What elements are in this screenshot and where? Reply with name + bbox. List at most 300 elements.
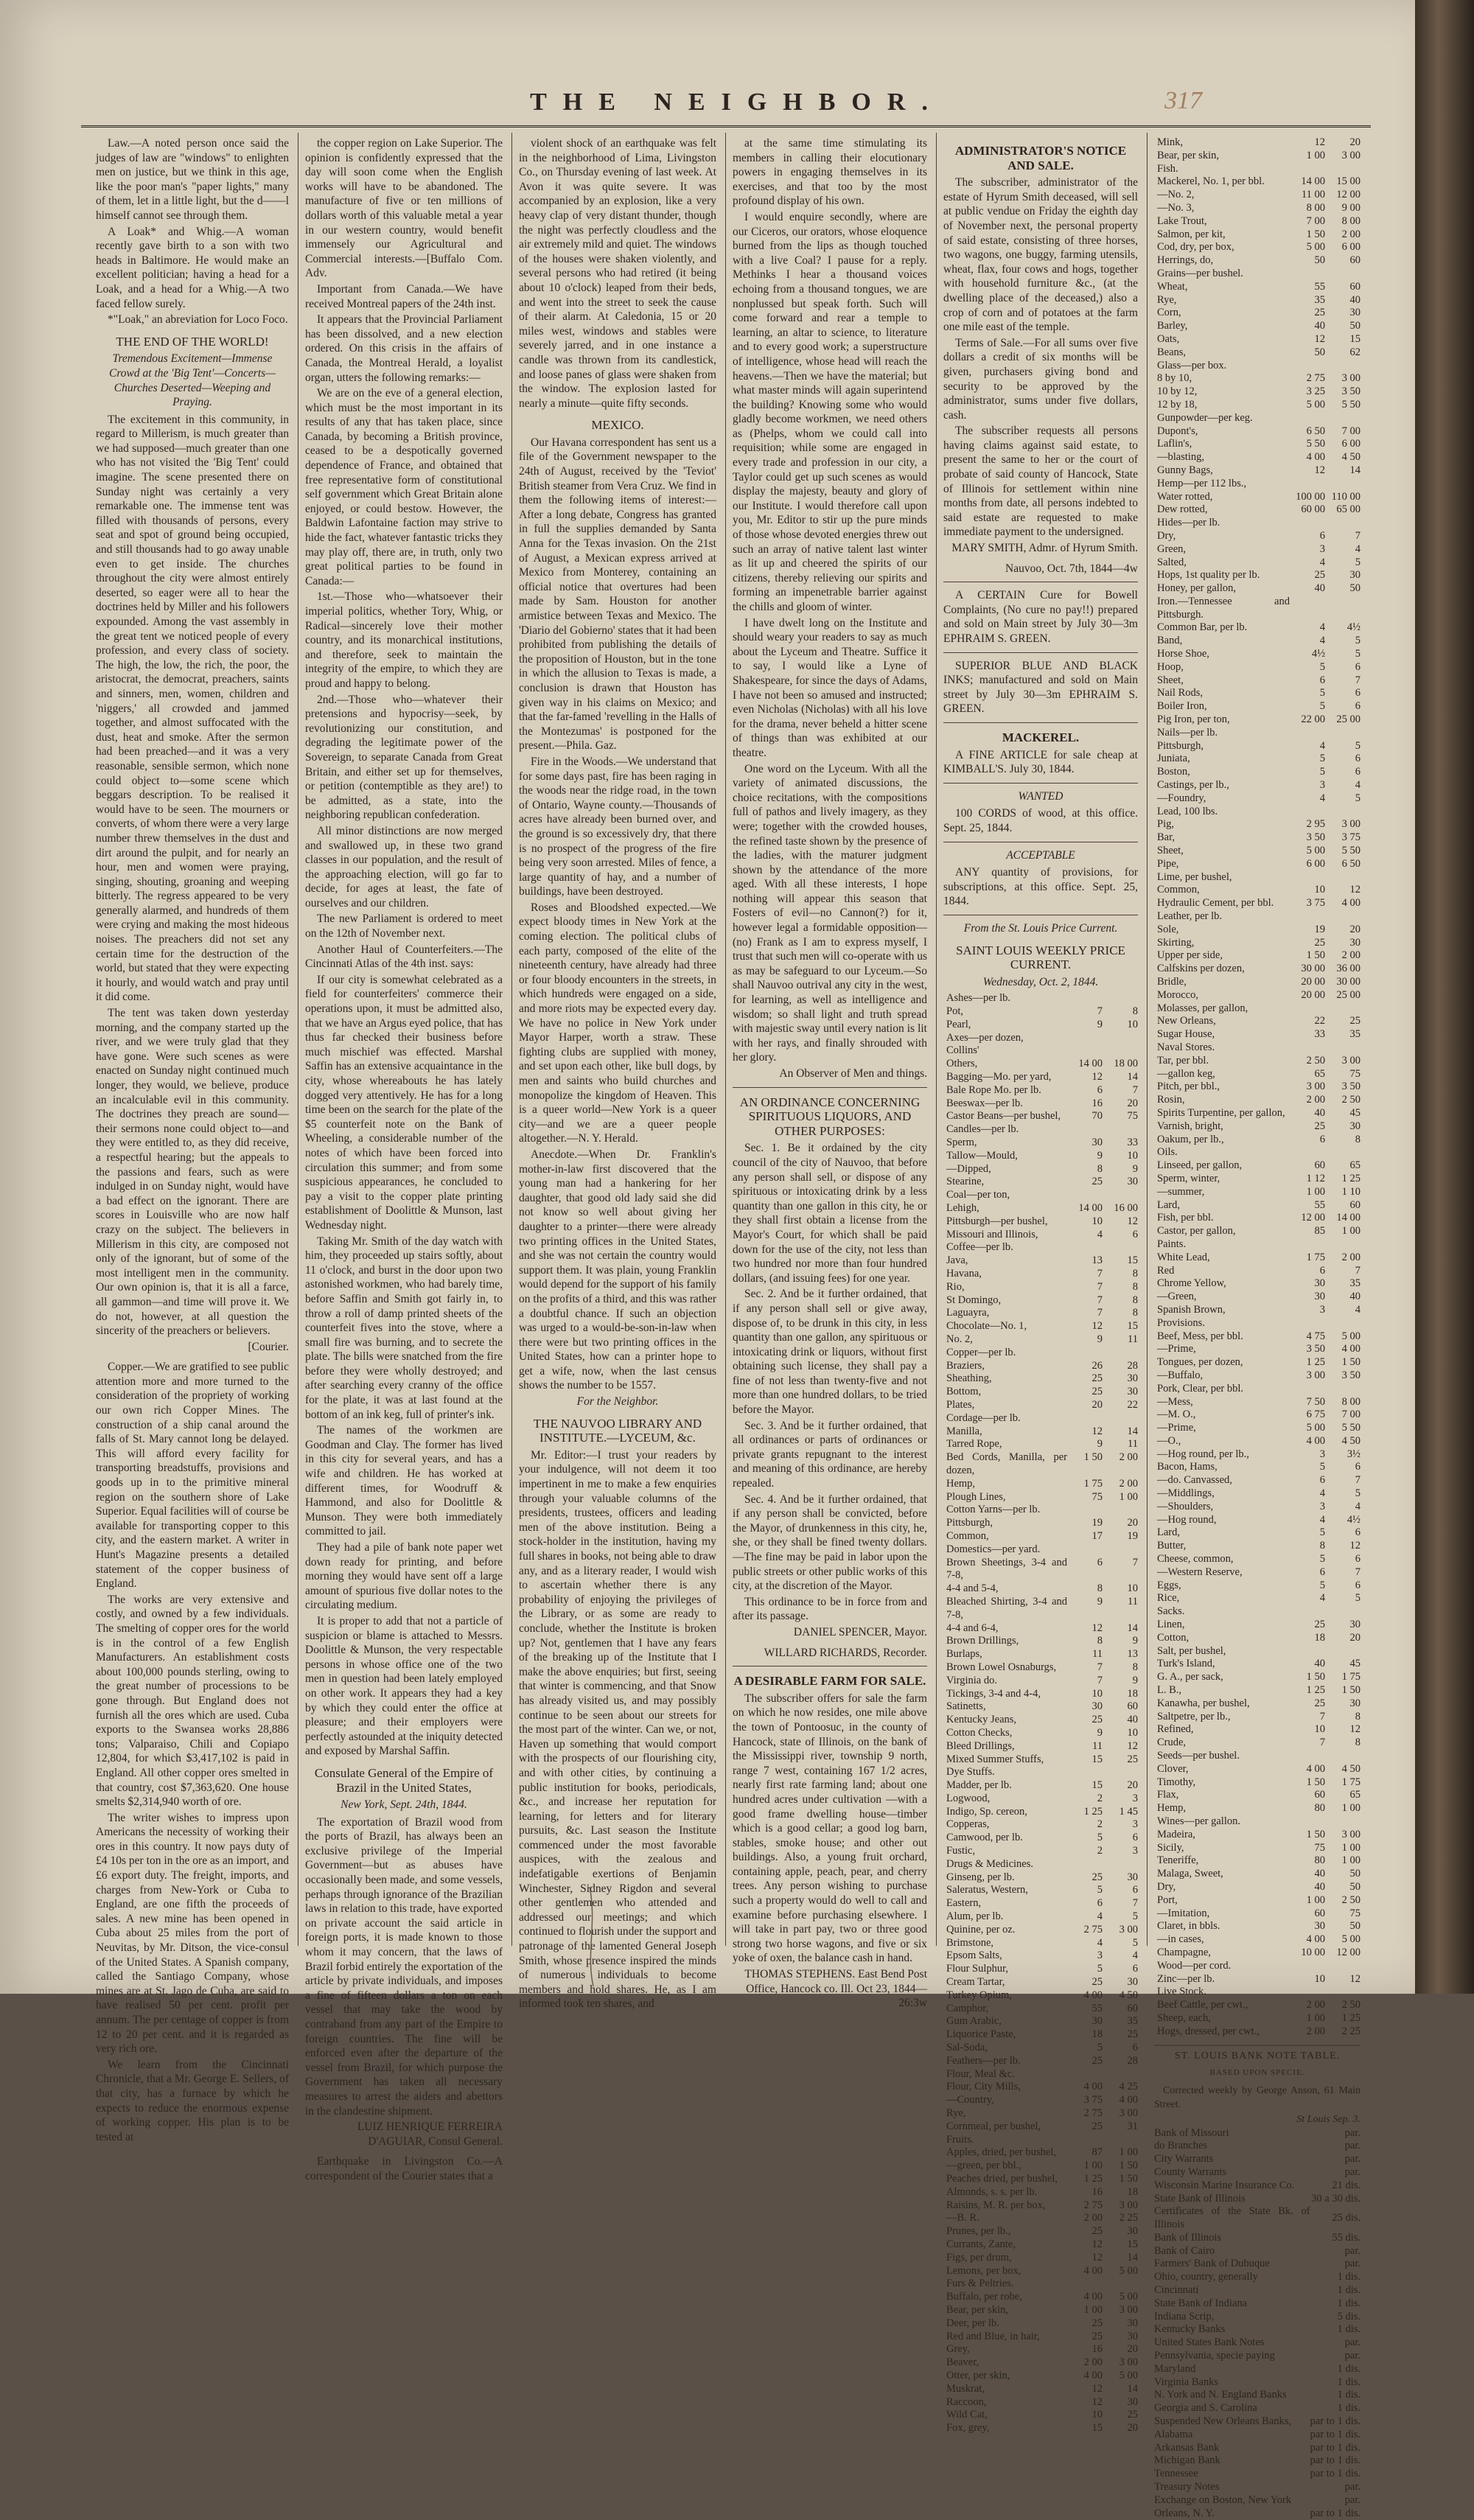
- price-row: [943, 1793, 1138, 1806]
- price-to: 8: [1132, 1294, 1138, 1306]
- price-to: 8: [1132, 1661, 1138, 1673]
- price-row: [1154, 1580, 1361, 1593]
- price-row: [1154, 346, 1361, 360]
- commodity-name: —Hog round, per lb.,: [1157, 1448, 1249, 1460]
- commodity-name: Cotton Yarns—per lb.: [946, 1504, 1041, 1516]
- price-from: 100 00: [1296, 490, 1325, 503]
- commodity-name: Lemons, per box,: [946, 2264, 1021, 2277]
- price-from: 2 00: [1306, 1094, 1325, 1106]
- price-to: 12: [1127, 1215, 1138, 1227]
- commodity-name: Missouri and Illinois,: [946, 1228, 1038, 1240]
- bank-rate: 1 dis.: [1337, 2284, 1361, 2297]
- price-row: [943, 2265, 1138, 2278]
- price-row: [1154, 1094, 1361, 1107]
- price-from: 30 00: [1301, 963, 1325, 975]
- price-from: 85: [1314, 1225, 1325, 1238]
- bank-rate: 21 dis.: [1332, 2179, 1361, 2191]
- price-row: [1154, 1015, 1361, 1028]
- price-to: 110 00: [1331, 490, 1361, 503]
- commodity-name: Sheathing,: [946, 1372, 992, 1385]
- price-from: 4 00: [1306, 1434, 1325, 1447]
- commodity-name: —Prime,: [1157, 1343, 1196, 1355]
- price-row: [1154, 1002, 1361, 1016]
- price-row: [1154, 1487, 1361, 1501]
- price-from: 3 00: [1306, 1369, 1325, 1381]
- price-from: 1 25: [1306, 1684, 1325, 1697]
- price-from: 1 00: [1306, 1894, 1325, 1906]
- price-to: [1325, 517, 1361, 530]
- price-row: [943, 1215, 1138, 1229]
- price-row: [1154, 464, 1361, 478]
- commodity-name: Tar, per bbl.: [1157, 1054, 1209, 1067]
- price-from: 12: [1091, 1320, 1103, 1333]
- bank-row: [1154, 2311, 1361, 2324]
- article-subheading: Tremendous Excitement—Immense Crowd at the 'Big Tent'—Concerts—Churches Deserted—Weeping and Praying.: [109, 352, 276, 409]
- commodity-name: Dew rotted,: [1157, 503, 1208, 516]
- price-from: 1 50: [1083, 1451, 1103, 1464]
- price-row: [943, 2370, 1138, 2383]
- price-to: 30: [1349, 1619, 1361, 1631]
- price-to: [1325, 412, 1361, 425]
- article-paragraph: Roses and Bloodshed expected.—We expect bloody times in New York at the coming election. The political clubs of each party, composed of the elite of the nineteenth century, have already had three or four bloody encounters in the streets, in which hundreds were engaged on a side, and more riots may be expected every day. We have no police in New York under Mayor Harper, worth a straw. These fighting clubs are supplied with money, and set upon each other, like bull dogs, by men and saints who build churches and monopolize the kingdom of Heaven. This is a queer world—New York is a queer city—and we are a queer people altogether.—N. Y. Herald.: [519, 901, 716, 1145]
- bank-rate: 30 a 30 dis.: [1311, 2192, 1361, 2205]
- commodity-name: Sacks.: [1157, 1605, 1185, 1618]
- commodity-name: Horse Shoe,: [1157, 648, 1209, 660]
- price-to: 25 00: [1336, 988, 1361, 1001]
- price-to: 18: [1127, 2185, 1138, 2198]
- price-from: 40: [1314, 1868, 1325, 1880]
- price-row: [1154, 779, 1361, 792]
- commodity-name: Hemp,: [1157, 1802, 1187, 1815]
- price-to: 6: [1355, 753, 1361, 765]
- commodity-name: Quinine, per oz.: [946, 1923, 1016, 1936]
- price-to: 60: [1349, 254, 1361, 267]
- commodity-name: —Western Reserve,: [1157, 1566, 1243, 1578]
- commodity-name: Nails—per lb.: [1157, 726, 1218, 739]
- commodity-name: 12 by 18,: [1157, 398, 1198, 411]
- commodity-name: L. B.,: [1157, 1684, 1182, 1697]
- price-row: [943, 1137, 1138, 1150]
- commodity-name: Bleached Shirting, 3-4 and 7-8,: [946, 1595, 1067, 1621]
- price-to: 15 00: [1336, 175, 1361, 188]
- article-paragraph: the copper region on Lake Superior. The opinion is confidently expressed that the day will soon come when the English works will have to be abandoned. The manufacture of five or ten millions of dollars worth of this valuable metal a year in our western country, would benefit immensely our Agricultural and Commercial interests.—[Buffalo Com. Adv.: [305, 137, 503, 280]
- bank-table-corrected: Corrected weekly by George Anson, 61 Main Street.: [1154, 2084, 1361, 2111]
- price-row: [1154, 215, 1361, 228]
- article-paragraph: We are on the eve of a general election, which must be the most important in its results of any that has taken place, since Canada, by becoming a British province, ceased to be a despotically governed dependence of France, and obtained that free representative form of constitutional self government which Great Britain alone enjoyed, or could bestow. However, the Baldwin Lafontaine faction may strive to hide the fact, whatever fantastic tricks they may play off, there are, in truth, only two great political parties to be found in Canada:—: [305, 387, 503, 587]
- price-to: 3 00: [1119, 1923, 1138, 1936]
- price-from: 3: [1097, 1950, 1103, 1962]
- commodity-name: Seeds—per bushel.: [1157, 1750, 1240, 1762]
- price-to: 25: [1349, 1015, 1361, 1027]
- price-from: [1290, 1960, 1325, 1973]
- commodity-name: Copper—per lb.: [946, 1346, 1016, 1358]
- price-from: 2: [1097, 1845, 1103, 1857]
- price-to: [1103, 2134, 1138, 2147]
- price-to: 1 50: [1341, 1356, 1361, 1369]
- price-from: 25: [1091, 1976, 1103, 1989]
- price-to: 9: [1132, 1674, 1138, 1686]
- price-to: 1 10: [1341, 1185, 1361, 1198]
- price-to: [1325, 1317, 1361, 1330]
- article-paragraph: 2nd.—Those who—whatever their pretensions and hypocrisy—seek, by revolutionizing our constitution, and degrading the legitimate power of the Sovereign, to separate Canada from Great Britain, and either set up for themselves, or petition (contemptible as they are!) to be admitted, as a state, into the neighboring republican confederation.: [305, 693, 503, 822]
- price-row: [1154, 924, 1361, 937]
- bank-row: [1154, 2284, 1361, 2297]
- commodity-name: Saltpetre, per lb.,: [1157, 1710, 1231, 1723]
- price-to: 1 75: [1341, 1671, 1361, 1683]
- price-to: 2 00: [1119, 1477, 1138, 1490]
- price-row: [1154, 189, 1361, 202]
- article-paragraph: The new Parliament is ordered to meet on the 12th of November next.: [305, 912, 503, 940]
- price-to: 10: [1127, 1726, 1138, 1739]
- price-from: 4 00: [1083, 2081, 1103, 2093]
- price-from: 4: [1097, 1910, 1103, 1923]
- article-paragraph: Anecdote.—When Dr. Franklin's mother-in-law first discovered that the young man had a hankering for her daughter, that good old lady said she did not know so well about giving her daughter to a printer—there were already two printing offices in the United States, and she was not certain the country would support them. It was plain, young Franklin would depend for the support of his family on the profits of a third, and this was rather a doubtful chance. If such an objection was urged to a would-be-son-in-law when there were but two printing offices in the United States, how can a printer hope to get a wife, now, when the last census shows the number to be 1557.: [519, 1148, 716, 1392]
- price-from: 2 75: [1083, 1923, 1103, 1936]
- bank-name: Maryland: [1154, 2362, 1196, 2375]
- commodity-name: Mackerel, No. 1, per bbl.: [1157, 175, 1265, 188]
- commodity-name: —O.,: [1157, 1434, 1181, 1447]
- price-row: [1154, 989, 1361, 1002]
- price-row: [943, 1779, 1138, 1793]
- article-paragraph: Sec. 4. And be it further ordained, that if any person shall be convicted, before the Mayor, of drunkenness in this city, he, she, or they shall be fined twenty dollars.—The fine may be paid in labor upon the public streets or other public works of this city, at the discretion of the Mayor.: [733, 1493, 927, 1593]
- price-to: 15: [1127, 2238, 1138, 2250]
- price-row: [1154, 569, 1361, 582]
- price-to: 75: [1349, 1067, 1361, 1080]
- commodity-name: Herrings, do,: [1157, 254, 1214, 267]
- commodity-name: Muskrat,: [946, 2382, 985, 2395]
- commodity-name: Flour, City Mills,: [946, 2081, 1021, 2093]
- price-from: 35: [1314, 293, 1325, 306]
- price-from: [1067, 1347, 1103, 1360]
- price-from: 25: [1091, 1714, 1103, 1726]
- price-row: [943, 1478, 1138, 1491]
- price-from: 6: [1097, 1556, 1103, 1568]
- bank-row: [1154, 2166, 1361, 2179]
- price-from: [1067, 1241, 1103, 1254]
- commodity-name: Cotton,: [1157, 1631, 1190, 1644]
- bank-name: Cincinnati: [1154, 2284, 1199, 2297]
- price-from: 25: [1091, 1176, 1103, 1188]
- price-row: [943, 1491, 1138, 1504]
- price-row: [1154, 241, 1361, 254]
- commodity-name: Lead, 100 lbs.: [1157, 805, 1218, 817]
- price-to: 75: [1349, 1907, 1361, 1919]
- commodity-name: Sugar House,: [1157, 1028, 1215, 1041]
- commodity-name: Sheet,: [1157, 845, 1184, 857]
- price-from: 4 00: [1083, 1989, 1103, 2001]
- commodity-name: —Foundry,: [1157, 792, 1206, 804]
- price-row: [1154, 1514, 1361, 1527]
- bank-row: [1154, 2376, 1361, 2390]
- price-row: [943, 2383, 1138, 2396]
- price-to: 3: [1132, 1818, 1138, 1831]
- commodity-name: Pig,: [1157, 818, 1174, 831]
- price-from: 1 75: [1306, 1251, 1325, 1263]
- column-rule: [511, 133, 512, 1946]
- price-from: [1290, 163, 1325, 176]
- price-to: 19: [1127, 1529, 1138, 1542]
- commodity-name: Pitch, per bbl.,: [1157, 1081, 1220, 1093]
- price-from: 6: [1319, 674, 1325, 686]
- commodity-name: Provisions.: [1157, 1316, 1205, 1329]
- price-from: 14 00: [1078, 1202, 1103, 1215]
- price-row: [943, 1727, 1138, 1740]
- price-from: 87: [1091, 2146, 1103, 2159]
- price-to: 4½: [1346, 621, 1361, 634]
- commodity-name: Nail Rods,: [1157, 687, 1204, 699]
- bank-name: Certificates of the State Bk. of Illinois: [1154, 2205, 1310, 2231]
- price-row: [943, 1517, 1138, 1530]
- price-row: [1154, 517, 1361, 530]
- bank-rate: 1 dis.: [1337, 2362, 1361, 2375]
- bank-rate: 1 dis.: [1337, 2297, 1361, 2309]
- price-row: [943, 1989, 1138, 2003]
- price-from: [1290, 360, 1325, 373]
- price-from: 1 75: [1083, 1477, 1103, 1490]
- price-from: [1067, 2278, 1103, 2291]
- commodity-name: Teneriffe,: [1157, 1854, 1199, 1867]
- commodity-name: Mixed Summer Stuffs,: [946, 1753, 1044, 1765]
- price-to: 4: [1355, 542, 1361, 555]
- commodity-name: Rye,: [946, 2107, 966, 2120]
- commodity-name: Corn,: [1157, 307, 1181, 319]
- price-row: [1154, 1422, 1361, 1435]
- price-row: [1154, 831, 1361, 845]
- article-paragraph: I have dwelt long on the Institute and should weary your readers to say as much about the Lyceum and Theatre. Suffice it to say, I would like a Lyne of Shakespeare, for since the days of Adams, I have not been so amused and instructed; even Nicholas (Nicholas) with all his love for the drama, never beheld a hitter scene of things than was exhibited at our theatre.: [733, 616, 927, 759]
- price-to: 75: [1127, 1110, 1138, 1123]
- commodity-name: Rio,: [946, 1280, 965, 1293]
- commodity-name: Calfskins per dozen,: [1157, 963, 1245, 975]
- commodity-name: Green,: [1157, 542, 1187, 555]
- price-from: [1290, 268, 1325, 281]
- commodity-name: Barley,: [1157, 320, 1188, 332]
- price-row: [1154, 871, 1361, 884]
- price-row: [1154, 1409, 1361, 1422]
- commodity-name: 10 by 12,: [1157, 385, 1198, 398]
- price-to: 1 00: [1341, 1225, 1361, 1238]
- commodity-name: 8 by 10,: [1157, 372, 1192, 385]
- price-from: 25: [1314, 936, 1325, 949]
- article-subheading: Wednesday, Oct. 2, 1844.: [982, 975, 1099, 988]
- price-row: [943, 1320, 1138, 1333]
- column-5: [943, 136, 1138, 2435]
- price-to: 14: [1127, 2382, 1138, 2395]
- price-from: 1 50: [1306, 1776, 1325, 1788]
- price-row: [1154, 372, 1361, 385]
- price-from: 9: [1097, 1726, 1103, 1739]
- price-row: [943, 1871, 1138, 1885]
- price-from: 5: [1319, 1461, 1325, 1473]
- price-to: 4: [1355, 779, 1361, 792]
- price-from: 2 75: [1306, 372, 1325, 385]
- bank-row: [1154, 2193, 1361, 2206]
- price-from: 11 00: [1301, 189, 1325, 201]
- article-paragraph: I would enquire secondly, where are our Ciceros, our orators, whose eloquence burned from the lips as though touched with a live Coal? I pause for a reply. Methinks I hear a thousand voices echoing from a thousand tongues, we are nonplussed but speak forth. Such will come forward and rear a temple to learning, an altar to science, to literature and to every good work; a superstructure of intelligence, whose head will reach the heavens.—Then we have the material; but what master minds will again superintend the building? Knowing some who would gladly become workmen, we need others as (Phelps, whom we could call into requisition; while some are engaged in every trade and profession in our city, a Taylor could get up such scenes as would display the majesty, beauty and glory of our Institute. I would therefore call upon you, Mr. Editor to stir up the pure minds of those whose devoted energies threw out such an array of native talent last winter as lit up and cheered the spirits of our citizens, thereby relieving our spirits and forming an impenetrable barrier against the chills and gloom of winter.: [733, 210, 928, 613]
- price-from: 30: [1091, 2015, 1103, 2028]
- bank-rate: par.: [1344, 2153, 1361, 2165]
- commodity-name: Otter, per skin,: [946, 2369, 1010, 2381]
- price-to: 1 00: [1119, 2146, 1138, 2159]
- price-to: [1325, 163, 1361, 176]
- price-from: 14 00: [1301, 175, 1325, 188]
- price-to: [1103, 1044, 1138, 1058]
- commodity-name: Brown Drillings,: [946, 1635, 1019, 1647]
- bank-row: [1154, 2468, 1361, 2481]
- price-to: 2 00: [1119, 1451, 1138, 1464]
- price-to: 30: [1127, 1372, 1138, 1385]
- price-from: 55: [1314, 280, 1325, 293]
- commodity-name: —green, per bbl.,: [946, 2160, 1021, 2172]
- price-to: 4 50: [1341, 451, 1361, 464]
- commodity-name: Juniata,: [1157, 753, 1190, 765]
- price-row: [943, 1910, 1138, 1924]
- price-to: 28: [1127, 2054, 1138, 2067]
- price-row: [1154, 1146, 1361, 1159]
- commodity-name: Prunes, per lb.,: [946, 2225, 1011, 2238]
- price-to: 7 00: [1341, 425, 1361, 437]
- commodity-name: Fruits.: [946, 2133, 974, 2146]
- commodity-name: Virginia do.: [946, 1674, 997, 1686]
- price-from: 6: [1319, 1566, 1325, 1578]
- price-row: [1154, 937, 1361, 950]
- price-from: 4: [1319, 1487, 1325, 1500]
- price-from: 3 00: [1306, 1081, 1325, 1093]
- price-from: 5: [1097, 1832, 1103, 1844]
- article-paragraph: Our Havana correspondent has sent us a file of the Government newspaper to the 24th of August, received by the 'Teviot' British steamer from Vera Cruz. We find in them the following items of interest:—After a long debate, Congress has granted in full the supplies demanded by Santa Anna for the Texas invasion. On the 21st of August, a Mexican express arrived at Mexico from Monterey, containing an official notice that overtures had been made by Sam. Houston for another armistice between Texas and Mexico. The 'Diario del Gobierno' states that it had been prohibited from publishing the details of the proposition of Houston, but in the tone in which the allusion to Texas is made, a conclusion is drawn that Houston has given way in his claims on Mexico; and that the far-famed 'revelling in the Halls of the Montezumas' is postponed for the present.—Phila. Gaz.: [519, 436, 716, 753]
- commodity-name: Beef Cattle, per cwt.,: [1157, 1999, 1248, 2011]
- article-paragraph: One word on the Lyceum. With all the variety of animated discussions, the choice recitations, with the compositions full of pathos and lively imagery, as they were; together with the crowded houses, the refined taste shown by the presence of the ladies, with the maturer judgment shown by the attendance of the more aged. With all these interests, I hope nothing will appear this season that Fosters of evil—no Cannon(?) for it, however legal a formidable opposition—(no) Frank as I am to express myself, I trust that such men will co-operate with us as may be safeguard to our Lyceum.—So shall Nauvoo outrival any city in the west, for learning, as well as intelligence and wisdom; so shall light and truth spread with majestic sway until every nation is lit with her rays, and finally shrouded with her glory.: [733, 762, 927, 1064]
- price-to: 5: [1355, 556, 1361, 568]
- commodity-name: Satinetts,: [946, 1700, 986, 1713]
- bank-rate: 5 dis.: [1337, 2310, 1361, 2322]
- price-row: [943, 2331, 1138, 2344]
- price-row: [1154, 1199, 1361, 1212]
- bank-name: Kentucky Banks: [1154, 2323, 1226, 2336]
- bank-row: [1154, 2454, 1361, 2468]
- commodity-name: Candles—per lb.: [946, 1123, 1019, 1136]
- price-to: [1103, 1504, 1138, 1517]
- commodity-name: Beaver,: [946, 2356, 979, 2369]
- bank-row: [1154, 2350, 1361, 2363]
- price-from: 3 50: [1306, 1343, 1325, 1355]
- price-to: 65: [1349, 1159, 1361, 1172]
- price-row: [1154, 2025, 1361, 2039]
- price-from: 18: [1314, 1631, 1325, 1644]
- price-from: 1 25: [1083, 2173, 1103, 2185]
- commodity-name: Chrome Yellow,: [1157, 1277, 1226, 1290]
- price-to: 3 00: [1341, 149, 1361, 161]
- price-to: 3 00: [1341, 1054, 1361, 1067]
- price-to: 8: [1132, 1280, 1138, 1293]
- price-row: [1154, 202, 1361, 215]
- price-from: 6: [1319, 1264, 1325, 1277]
- bank-row: [1154, 2271, 1361, 2284]
- price-to: 35: [1349, 1277, 1361, 1290]
- price-to: 30 00: [1336, 976, 1361, 988]
- commodity-name: New Orleans,: [1157, 1015, 1216, 1027]
- price-to: 20: [1127, 1517, 1138, 1529]
- price-row: [1154, 949, 1361, 963]
- price-to: 6: [1355, 766, 1361, 778]
- price-to: 50: [1349, 1868, 1361, 1880]
- price-from: 5: [1319, 687, 1325, 699]
- article-signature: Nauvoo, Oct. 7th, 1844—4w: [1005, 562, 1138, 575]
- price-from: 30: [1314, 1920, 1325, 1933]
- price-to: [1325, 1750, 1361, 1763]
- bank-table-title: ST. LOUIS BANK NOTE TABLE.: [1174, 2050, 1341, 2062]
- commodity-name: Turk's Island,: [1157, 1658, 1215, 1670]
- commodity-name: Gunny Bags,: [1157, 464, 1213, 476]
- bank-name: State Bank of Illinois: [1154, 2192, 1246, 2205]
- price-to: 7: [1355, 1474, 1361, 1487]
- price-row: [943, 1333, 1138, 1347]
- price-to: 11: [1128, 1333, 1138, 1345]
- price-from: 70: [1091, 1110, 1103, 1123]
- article-signature: MARY SMITH, Admr. of Hyrum Smith.: [951, 542, 1138, 555]
- price-from: 60 00: [1301, 503, 1325, 516]
- bank-row: [1154, 2245, 1361, 2258]
- price-from: 10: [1091, 1687, 1103, 1700]
- bank-rate: par to 1 dis.: [1310, 2454, 1361, 2467]
- article-paragraph: Sec. 1. Be it ordained by the city council of the city of Nauvoo, that before any person shall sell, or dispose of any spirituous or intoxicating drink by a less quantity than one gallon in this city, he or they shall first obtain a license from the Mayor's Court, for which shall be paid down for the use of the city, not less than two hundred nor more than four hundred dollars, (and issuing fees) for one year.: [733, 1142, 927, 1285]
- price-from: 16: [1091, 1097, 1103, 1109]
- price-row: [943, 2173, 1138, 2186]
- price-from: 10: [1091, 2409, 1103, 2421]
- price-row: [1154, 556, 1361, 570]
- price-to: 3 00: [1341, 818, 1361, 831]
- price-to: 4 00: [1119, 2094, 1138, 2107]
- commodity-name: Rice,: [1157, 1592, 1180, 1605]
- price-from: 5: [1319, 1579, 1325, 1591]
- price-row: [943, 2015, 1138, 2028]
- price-to: 5 00: [1341, 1330, 1361, 1342]
- price-from: 25: [1091, 1386, 1103, 1398]
- price-from: 80: [1314, 1854, 1325, 1867]
- bank-name: City Warrants: [1154, 2153, 1214, 2165]
- bank-rate: 25 dis.: [1332, 2212, 1361, 2224]
- price-to: 1 00: [1341, 1802, 1361, 1815]
- price-from: [1067, 1766, 1103, 1779]
- article-paragraph: The writer wishes to impress upon Americans the necessity of working their ores in this country. It now pays duty of £4 10s per ton in the ore as an import, and £6 export duty. The freight, imports, and charges from New-York or Cuba to England, are one fifth the proceeds of sales. A new mine has been opened in Cuba about 25 miles from the port of Neuvitas, by Mr. Ditson, the vice-consul of the United States. A Spanish company, called the Santiago Company, whose mines are at St. Jago de Cuba, are said to have realised 50 per cent. profit per annum. The per centage of copper is from 12 to 20 per cent. and it is regarded as very rich ore.: [96, 1811, 289, 2056]
- price-from: 40: [1314, 1658, 1325, 1670]
- article-paragraph: Another Haul of Counterfeiters.—The Cincinnati Atlas of the 4th inst. says:: [305, 943, 503, 971]
- price-row: [943, 1832, 1138, 1845]
- commodity-name: Eggs,: [1157, 1579, 1181, 1591]
- price-to: [1325, 1645, 1361, 1658]
- price-from: 4 75: [1306, 1330, 1325, 1342]
- commodity-name: Salted,: [1157, 556, 1187, 568]
- commodity-name: Bed Cords, Manilla, per dozen,: [946, 1451, 1067, 1476]
- bank-name: Treasury Notes: [1154, 2481, 1220, 2493]
- commodity-name: Bar,: [1157, 831, 1175, 844]
- bank-row: [1154, 2429, 1361, 2442]
- price-row: [943, 1268, 1138, 1281]
- commodity-name: Domestics—per yard.: [946, 1543, 1041, 1555]
- bank-name: do Branches: [1154, 2140, 1208, 2152]
- article-paragraph: The names of the workmen are Goodman and Clay. The former has lived in this city for several years, and has a wife and children. He has worked at different times, for Woodruff & Hammond, and also for Doolittle & Munson. They were both immediately committed to jail.: [305, 1424, 503, 1538]
- price-to: 3 00: [1119, 2356, 1138, 2369]
- commodity-name: Brown Lowel Osnaburgs,: [946, 1661, 1057, 1673]
- commodity-name: —Buffalo,: [1157, 1369, 1204, 1381]
- price-to: 25 00: [1336, 713, 1361, 726]
- price-row: [943, 1635, 1138, 1648]
- commodity-name: Beeswax—per lb.: [946, 1097, 1023, 1109]
- price-to: 33: [1127, 1137, 1138, 1149]
- commodity-name: Butter,: [1157, 1540, 1187, 1552]
- price-row: [1154, 1619, 1361, 1632]
- commodity-name: Port,: [1157, 1894, 1178, 1906]
- price-from: 40: [1314, 320, 1325, 332]
